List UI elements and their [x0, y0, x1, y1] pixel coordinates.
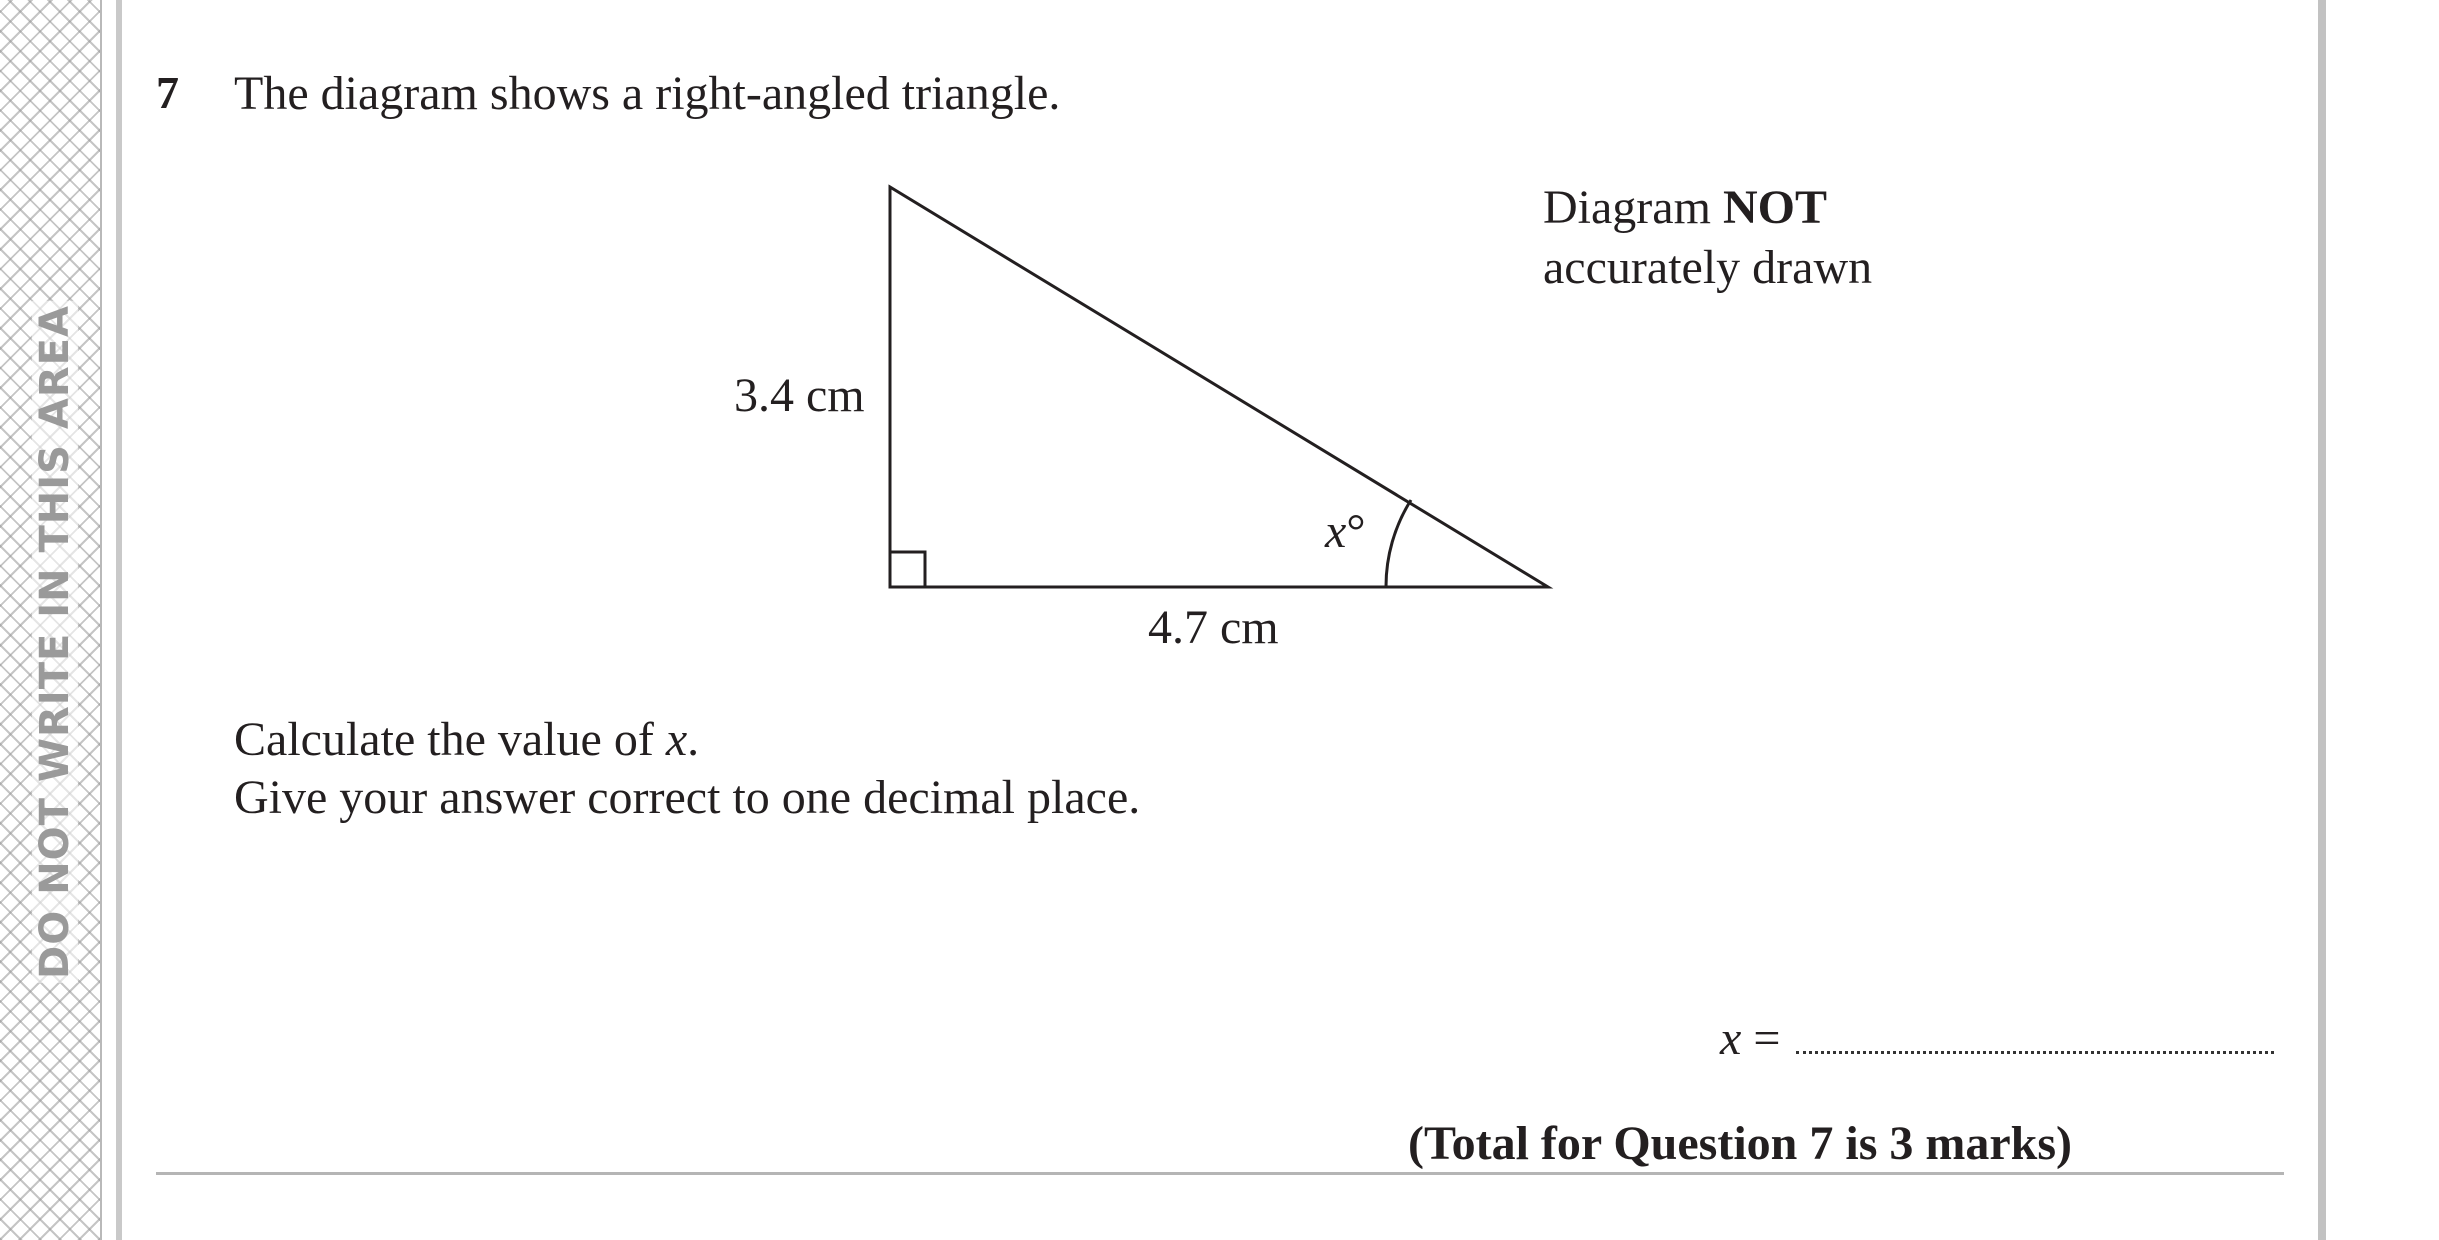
question-total: (Total for Question 7 is 3 marks) — [1408, 1117, 2073, 1170]
angle-label — [1325, 505, 1366, 558]
note-bold: NOT — [1722, 181, 1827, 234]
angle-variable: x — [1325, 505, 1347, 558]
instruction-line-1 — [234, 713, 700, 766]
question-number: 7 — [156, 67, 179, 118]
note-line2: accurately drawn — [1543, 241, 1873, 294]
instruction-suffix: . — [687, 713, 700, 766]
instruction-prefix: Calculate the value of — [234, 713, 666, 766]
degree-symbol: ° — [1346, 505, 1366, 558]
note-word: Diagram — [1543, 181, 1711, 234]
triangle — [890, 187, 1548, 587]
instruction-line-2: Give your answer correct to one decimal place. — [234, 771, 1141, 824]
question-text: The diagram shows a right-angled triangle. — [234, 67, 1061, 120]
answer-variable: x — [1720, 1012, 1742, 1065]
right-angle-marker — [890, 552, 925, 587]
angle-arc — [1386, 500, 1411, 587]
margin-warning-text: DO NOT WRITE IN THIS AREA — [32, 301, 78, 983]
vertical-side-label: 3.4 cm — [734, 369, 865, 422]
answer-equals: = — [1753, 1012, 1781, 1065]
answer-line — [1720, 1012, 2274, 1065]
instruction-variable: x — [665, 713, 688, 766]
question-divider — [156, 1172, 2284, 1175]
horizontal-side-label: 4.7 cm — [1148, 601, 1279, 654]
answer-field[interactable] — [1796, 1047, 2274, 1054]
